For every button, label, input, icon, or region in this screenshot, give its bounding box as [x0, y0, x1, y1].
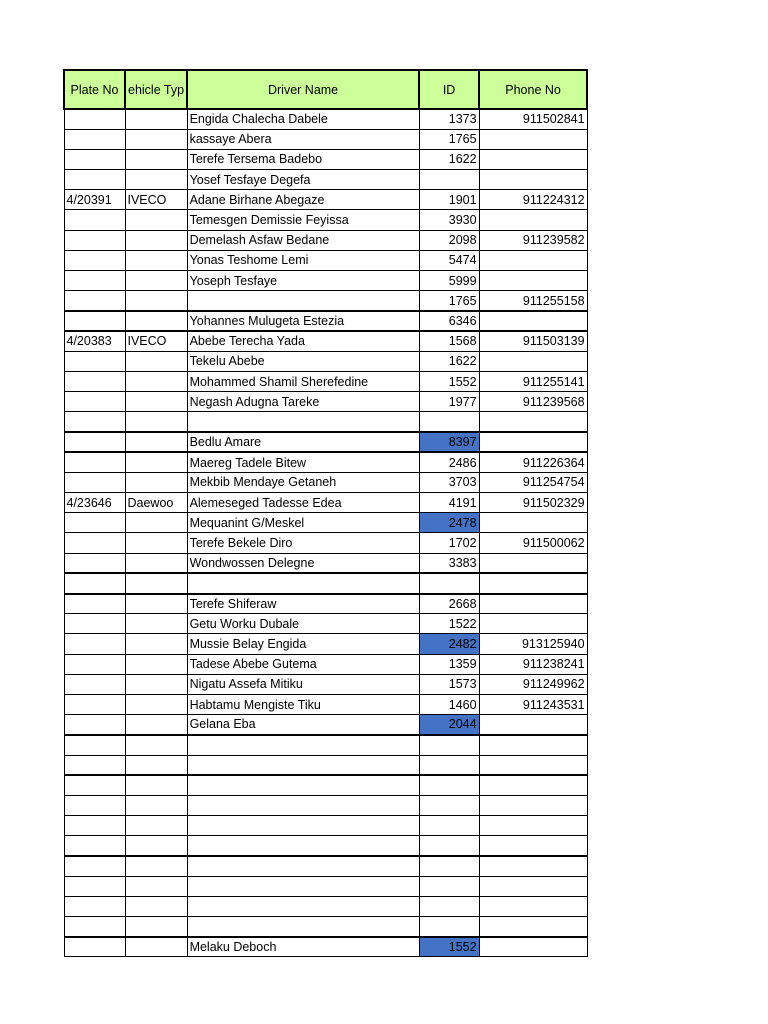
vehicle-type-cell[interactable]: IVECO	[125, 190, 187, 210]
phone-cell[interactable]	[479, 311, 587, 331]
vehicle-type-cell[interactable]	[125, 351, 187, 371]
driver-name-cell[interactable]: Alemeseged Tadesse Edea	[187, 493, 419, 513]
vehicle-type-cell[interactable]	[125, 755, 187, 775]
vehicle-type-cell[interactable]	[125, 371, 187, 391]
id-cell[interactable]: 3703	[419, 472, 479, 492]
driver-name-cell[interactable]	[187, 836, 419, 856]
table-row	[64, 836, 587, 856]
header-id[interactable]: ID	[419, 70, 479, 109]
phone-cell[interactable]	[479, 937, 587, 957]
table-row	[64, 331, 587, 351]
table-row	[64, 291, 587, 311]
driver-name-cell[interactable]: kassaye Abera	[187, 129, 419, 149]
table-row	[64, 937, 587, 957]
driver-name-cell[interactable]	[187, 816, 419, 836]
id-cell[interactable]: 2044	[419, 715, 479, 735]
plate-cell[interactable]	[64, 392, 125, 412]
driver-name-cell[interactable]: Adane Birhane Abegaze	[187, 190, 419, 210]
plate-cell[interactable]	[64, 513, 125, 533]
phone-cell[interactable]	[479, 129, 587, 149]
driver-name-cell[interactable]: Mekbib Mendaye Getaneh	[187, 472, 419, 492]
id-cell[interactable]: 1522	[419, 614, 479, 634]
table-row	[64, 149, 587, 169]
plate-cell[interactable]	[64, 291, 125, 311]
vehicle-type-cell[interactable]	[125, 876, 187, 896]
vehicle-type-cell[interactable]	[125, 271, 187, 291]
id-cell[interactable]: 1573	[419, 674, 479, 694]
phone-cell[interactable]	[479, 715, 587, 735]
vehicle-type-cell[interactable]	[125, 694, 187, 714]
table-row	[64, 210, 587, 230]
id-cell[interactable]: 2668	[419, 594, 479, 614]
phone-cell[interactable]	[479, 250, 587, 270]
vehicle-type-cell[interactable]	[125, 896, 187, 916]
vehicle-type-cell[interactable]	[125, 109, 187, 129]
plate-cell[interactable]	[64, 271, 125, 291]
driver-name-cell[interactable]: Engida Chalecha Dabele	[187, 109, 419, 129]
vehicle-type-cell[interactable]	[125, 250, 187, 270]
plate-cell[interactable]	[64, 149, 125, 169]
table-row	[64, 594, 587, 614]
vehicle-type-cell[interactable]	[125, 735, 187, 755]
table-row	[64, 533, 587, 553]
id-cell[interactable]	[419, 816, 479, 836]
plate-cell[interactable]	[64, 654, 125, 674]
vehicle-type-cell[interactable]	[125, 291, 187, 311]
vehicle-type-cell[interactable]	[125, 452, 187, 472]
table-row	[64, 694, 587, 714]
driver-name-cell[interactable]	[187, 735, 419, 755]
vehicle-type-cell[interactable]	[125, 230, 187, 250]
id-cell[interactable]	[419, 876, 479, 896]
vehicle-type-cell[interactable]	[125, 553, 187, 573]
driver-name-cell[interactable]	[187, 896, 419, 916]
driver-name-cell[interactable]	[187, 795, 419, 815]
vehicle-type-cell[interactable]	[125, 654, 187, 674]
table-row	[64, 795, 587, 815]
table-row	[64, 573, 587, 593]
phone-cell[interactable]	[479, 735, 587, 755]
header-driver-name[interactable]: Driver Name	[187, 70, 419, 109]
driver-name-cell[interactable]: Wondwossen Delegne	[187, 553, 419, 573]
header-vehicle-type[interactable]: ehicle Typ	[125, 70, 187, 109]
phone-cell[interactable]: 911500062	[479, 533, 587, 553]
id-cell[interactable]: 1765	[419, 129, 479, 149]
table-row	[64, 230, 587, 250]
table-row	[64, 654, 587, 674]
phone-cell[interactable]	[479, 614, 587, 634]
table-row	[64, 755, 587, 775]
plate-cell[interactable]	[64, 573, 125, 593]
table-row	[64, 553, 587, 573]
vehicle-type-cell[interactable]	[125, 795, 187, 815]
plate-cell[interactable]	[64, 715, 125, 735]
phone-cell[interactable]: 911239568	[479, 392, 587, 412]
id-cell[interactable]: 2098	[419, 230, 479, 250]
table-row	[64, 876, 587, 896]
phone-cell[interactable]: 911255141	[479, 371, 587, 391]
plate-cell[interactable]	[64, 614, 125, 634]
driver-name-cell[interactable]: Nigatu Assefa Mitiku	[187, 674, 419, 694]
vehicle-type-cell[interactable]	[125, 533, 187, 553]
table-row	[64, 250, 587, 270]
driver-name-cell[interactable]	[187, 876, 419, 896]
phone-cell[interactable]	[479, 795, 587, 815]
phone-cell[interactable]	[479, 553, 587, 573]
id-cell[interactable]: 1552	[419, 937, 479, 957]
driver-name-cell[interactable]	[187, 775, 419, 795]
plate-cell[interactable]: 4/23646	[64, 493, 125, 513]
table-row	[64, 392, 587, 412]
id-cell[interactable]: 1765	[419, 291, 479, 311]
vehicle-type-cell[interactable]	[125, 311, 187, 331]
plate-cell[interactable]	[64, 129, 125, 149]
plate-cell[interactable]	[64, 109, 125, 129]
id-cell[interactable]: 5474	[419, 250, 479, 270]
plate-cell[interactable]	[64, 230, 125, 250]
id-cell[interactable]	[419, 836, 479, 856]
table-row	[64, 109, 587, 129]
id-cell[interactable]: 4191	[419, 493, 479, 513]
plate-cell[interactable]	[64, 674, 125, 694]
id-cell[interactable]	[419, 795, 479, 815]
table-row	[64, 371, 587, 391]
driver-name-cell[interactable]: Mussie Belay Engida	[187, 634, 419, 654]
plate-cell[interactable]	[64, 432, 125, 452]
driver-name-cell[interactable]: Habtamu Mengiste Tiku	[187, 694, 419, 714]
phone-cell[interactable]: 911249962	[479, 674, 587, 694]
table-row	[64, 775, 587, 795]
id-cell[interactable]	[419, 896, 479, 916]
table-row	[64, 715, 587, 735]
driver-name-cell[interactable]	[187, 917, 419, 937]
driver-name-cell[interactable]: Bedlu Amare	[187, 432, 419, 452]
header-row	[64, 70, 587, 109]
driver-name-cell[interactable]: Maereg Tadele Bitew	[187, 452, 419, 472]
vehicle-type-cell[interactable]	[125, 917, 187, 937]
id-cell[interactable]: 1622	[419, 149, 479, 169]
plate-cell[interactable]	[64, 311, 125, 331]
plate-cell[interactable]	[64, 694, 125, 714]
driver-name-cell[interactable]: Terefe Bekele Diro	[187, 533, 419, 553]
vehicle-type-cell[interactable]	[125, 614, 187, 634]
table-row	[64, 896, 587, 916]
phone-cell[interactable]	[479, 836, 587, 856]
phone-cell[interactable]: 911238241	[479, 654, 587, 674]
phone-cell[interactable]	[479, 594, 587, 614]
driver-name-cell[interactable]: Temesgen Demissie Feyissa	[187, 210, 419, 230]
id-cell[interactable]: 8397	[419, 432, 479, 452]
plate-cell[interactable]: 4/20383	[64, 331, 125, 351]
vehicle-type-cell[interactable]	[125, 573, 187, 593]
id-cell[interactable]: 2486	[419, 452, 479, 472]
plate-cell[interactable]	[64, 553, 125, 573]
phone-cell[interactable]	[479, 149, 587, 169]
driver-name-cell[interactable]: Getu Worku Dubale	[187, 614, 419, 634]
phone-cell[interactable]	[479, 755, 587, 775]
phone-cell[interactable]: 911503139	[479, 331, 587, 351]
id-cell[interactable]	[419, 573, 479, 593]
phone-cell[interactable]	[479, 816, 587, 836]
plate-cell[interactable]	[64, 594, 125, 614]
vehicle-type-cell[interactable]	[125, 149, 187, 169]
plate-cell[interactable]	[64, 533, 125, 553]
phone-cell[interactable]: 913125940	[479, 634, 587, 654]
table-row	[64, 351, 587, 371]
table-row	[64, 190, 587, 210]
phone-cell[interactable]	[479, 896, 587, 916]
driver-name-cell[interactable]: Yohannes Mulugeta Estezia	[187, 311, 419, 331]
vehicle-type-cell[interactable]	[125, 594, 187, 614]
vehicle-type-cell[interactable]	[125, 937, 187, 957]
vehicle-type-cell[interactable]	[125, 210, 187, 230]
plate-cell[interactable]: 4/20391	[64, 190, 125, 210]
driver-name-cell[interactable]: Tadese Abebe Gutema	[187, 654, 419, 674]
id-cell[interactable]: 2478	[419, 513, 479, 533]
plate-cell[interactable]	[64, 816, 125, 836]
plate-cell[interactable]	[64, 876, 125, 896]
plate-cell[interactable]	[64, 937, 125, 957]
phone-cell[interactable]	[479, 271, 587, 291]
vehicle-type-cell[interactable]	[125, 412, 187, 432]
phone-cell[interactable]	[479, 856, 587, 876]
id-cell[interactable]	[419, 735, 479, 755]
driver-name-cell[interactable]: Yoseph Tesfaye	[187, 271, 419, 291]
table-row	[64, 472, 587, 492]
driver-name-cell[interactable]	[187, 755, 419, 775]
vehicle-type-cell[interactable]	[125, 432, 187, 452]
id-cell[interactable]: 3383	[419, 553, 479, 573]
phone-cell[interactable]	[479, 876, 587, 896]
phone-cell[interactable]: 911502841	[479, 109, 587, 129]
id-cell[interactable]: 1901	[419, 190, 479, 210]
plate-cell[interactable]	[64, 634, 125, 654]
plate-cell[interactable]	[64, 836, 125, 856]
phone-cell[interactable]: 911254754	[479, 472, 587, 492]
phone-cell[interactable]	[479, 573, 587, 593]
plate-cell[interactable]	[64, 856, 125, 876]
vehicle-type-cell[interactable]	[125, 816, 187, 836]
table-row	[64, 816, 587, 836]
plate-cell[interactable]	[64, 210, 125, 230]
id-cell[interactable]	[419, 917, 479, 937]
id-cell[interactable]	[419, 412, 479, 432]
id-cell[interactable]: 5999	[419, 271, 479, 291]
id-cell[interactable]: 2482	[419, 634, 479, 654]
id-cell[interactable]	[419, 856, 479, 876]
driver-name-cell[interactable]: Terefe Shiferaw	[187, 594, 419, 614]
vehicle-type-cell[interactable]	[125, 472, 187, 492]
phone-cell[interactable]: 911243531	[479, 694, 587, 714]
phone-cell[interactable]	[479, 917, 587, 937]
phone-cell[interactable]	[479, 412, 587, 432]
phone-cell[interactable]	[479, 210, 587, 230]
table-row	[64, 917, 587, 937]
plate-cell[interactable]	[64, 735, 125, 755]
phone-cell[interactable]	[479, 775, 587, 795]
driver-name-cell[interactable]: Mohammed Shamil Sherefedine	[187, 371, 419, 391]
table-row	[64, 493, 587, 513]
plate-cell[interactable]	[64, 795, 125, 815]
driver-name-cell[interactable]: Yonas Teshome Lemi	[187, 250, 419, 270]
table-row	[64, 129, 587, 149]
table-row	[64, 452, 587, 472]
plate-cell[interactable]	[64, 371, 125, 391]
id-cell[interactable]: 1359	[419, 654, 479, 674]
phone-cell[interactable]	[479, 432, 587, 452]
vehicle-type-cell[interactable]	[125, 170, 187, 190]
vehicle-type-cell[interactable]	[125, 513, 187, 533]
id-cell[interactable]: 1460	[419, 694, 479, 714]
id-cell[interactable]: 1568	[419, 331, 479, 351]
phone-cell[interactable]: 911226364	[479, 452, 587, 472]
plate-cell[interactable]	[64, 472, 125, 492]
phone-cell[interactable]: 911239582	[479, 230, 587, 250]
id-cell[interactable]	[419, 170, 479, 190]
plate-cell[interactable]	[64, 250, 125, 270]
vehicle-type-cell[interactable]	[125, 392, 187, 412]
id-cell[interactable]: 1977	[419, 392, 479, 412]
driver-table	[63, 69, 588, 957]
table-row	[64, 170, 587, 190]
id-cell[interactable]: 1702	[419, 533, 479, 553]
phone-cell[interactable]	[479, 170, 587, 190]
vehicle-type-cell[interactable]: Daewoo	[125, 493, 187, 513]
id-cell[interactable]: 1552	[419, 371, 479, 391]
plate-cell[interactable]	[64, 351, 125, 371]
vehicle-type-cell[interactable]	[125, 634, 187, 654]
driver-name-cell[interactable]: Tekelu Abebe	[187, 351, 419, 371]
table-row	[64, 311, 587, 331]
driver-name-cell[interactable]: Yosef Tesfaye Degefa	[187, 170, 419, 190]
driver-name-cell[interactable]: Negash Adugna Tareke	[187, 392, 419, 412]
phone-cell[interactable]: 911502329	[479, 493, 587, 513]
driver-name-cell[interactable]: Abebe Terecha Yada	[187, 331, 419, 351]
driver-name-cell[interactable]	[187, 573, 419, 593]
id-cell[interactable]	[419, 755, 479, 775]
plate-cell[interactable]	[64, 775, 125, 795]
table-row	[64, 432, 587, 452]
id-cell[interactable]: 6346	[419, 311, 479, 331]
driver-name-cell[interactable]: Melaku Deboch	[187, 937, 419, 957]
driver-name-cell[interactable]: Mequanint G/Meskel	[187, 513, 419, 533]
table-row	[64, 412, 587, 432]
table-row	[64, 634, 587, 654]
driver-name-cell[interactable]: Gelana Eba	[187, 715, 419, 735]
id-cell[interactable]: 1622	[419, 351, 479, 371]
table-row	[64, 271, 587, 291]
table-row	[64, 614, 587, 634]
vehicle-type-cell[interactable]	[125, 129, 187, 149]
table-row	[64, 735, 587, 755]
plate-cell[interactable]	[64, 170, 125, 190]
phone-cell[interactable]	[479, 351, 587, 371]
phone-cell[interactable]: 911255158	[479, 291, 587, 311]
vehicle-type-cell[interactable]	[125, 715, 187, 735]
plate-cell[interactable]	[64, 755, 125, 775]
id-cell[interactable]	[419, 775, 479, 795]
table-row	[64, 513, 587, 533]
id-cell[interactable]: 3930	[419, 210, 479, 230]
driver-name-cell[interactable]	[187, 291, 419, 311]
table-row	[64, 674, 587, 694]
id-cell[interactable]: 1373	[419, 109, 479, 129]
plate-cell[interactable]	[64, 896, 125, 916]
plate-cell[interactable]	[64, 412, 125, 432]
driver-name-cell[interactable]: Terefe Tersema Badebo	[187, 149, 419, 169]
plate-cell[interactable]	[64, 452, 125, 472]
plate-cell[interactable]	[64, 917, 125, 937]
vehicle-type-cell[interactable]	[125, 775, 187, 795]
driver-name-cell[interactable]	[187, 412, 419, 432]
phone-cell[interactable]	[479, 513, 587, 533]
header-phone-no[interactable]: Phone No	[479, 70, 587, 109]
driver-name-cell[interactable]	[187, 856, 419, 876]
vehicle-type-cell[interactable]	[125, 836, 187, 856]
table-row	[64, 856, 587, 876]
vehicle-type-cell[interactable]	[125, 674, 187, 694]
driver-name-cell[interactable]: Demelash Asfaw Bedane	[187, 230, 419, 250]
phone-cell[interactable]: 911224312	[479, 190, 587, 210]
vehicle-type-cell[interactable]	[125, 856, 187, 876]
header-plate-no[interactable]: Plate No	[64, 70, 125, 109]
vehicle-type-cell[interactable]: IVECO	[125, 331, 187, 351]
